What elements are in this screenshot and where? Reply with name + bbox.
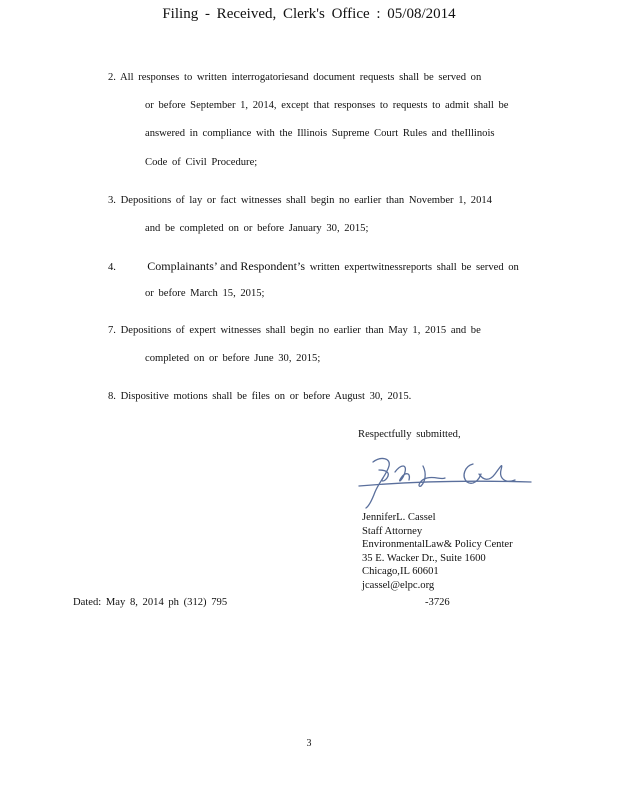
paragraph-2-line-4: Code of Civil Procedure; <box>145 157 258 168</box>
signature-image <box>355 452 535 510</box>
paragraph-2-line-3: answered in compliance with the Illinois Supreme Court Rules and theIllinois <box>145 128 495 139</box>
city-state-zip: Chicago,IL 60601 <box>362 566 439 577</box>
page-number: 3 <box>306 738 312 749</box>
parties-label: Complainants’ and Respondent’s <box>147 259 306 273</box>
paragraph-4-line-2: or before March 15, 2015; <box>145 288 265 299</box>
paragraph-8-line-1: 8. Dispositive motions shall be files on or before August 30, 2015. <box>108 391 412 402</box>
paragraph-4-line-1-rest: written expertwitnessreports shall be served on <box>309 262 519 273</box>
paragraph-2-line-2: or before September 1, 2014, except that responses to requests to admit shall be <box>145 100 509 111</box>
paragraph-3-line-2: and be completed on or before January 30, 2015; <box>145 223 369 234</box>
paragraph-4-line-1 <box>108 259 519 274</box>
phone-suffix: -3726 <box>425 597 450 608</box>
email-address: jcassel@elpc.org <box>362 579 435 591</box>
attorney-name: JenniferL. Cassel <box>362 512 436 523</box>
attorney-title: Staff Attorney <box>362 525 423 537</box>
paragraph-4-number: 4. <box>108 262 116 273</box>
document-header: Filing - Received, Clerk's Office : 05/08/2014 <box>162 6 456 22</box>
dated-line: Dated: May 8, 2014 ph (312) 795 <box>73 597 228 608</box>
paragraph-2-line-1: 2. All responses to written interrogatoriesand document requests shall be served on <box>108 72 482 83</box>
organization-name: EnvironmentalLaw& Policy Center <box>362 539 513 550</box>
paragraph-7-line-2: completed on or before June 30, 2015; <box>145 353 321 364</box>
paragraph-3-line-1: 3. Depositions of lay or fact witnesses shall begin no earlier than November 1, 2014 <box>108 195 492 206</box>
paragraph-7-line-1: 7. Depositions of expert witnesses shall begin no earlier than May 1, 2015 and be <box>108 325 481 336</box>
signature-block <box>362 511 513 592</box>
street-address: 35 E. Wacker Dr., Suite 1600 <box>362 552 486 564</box>
closing-text: Respectfully submitted, <box>358 429 461 440</box>
